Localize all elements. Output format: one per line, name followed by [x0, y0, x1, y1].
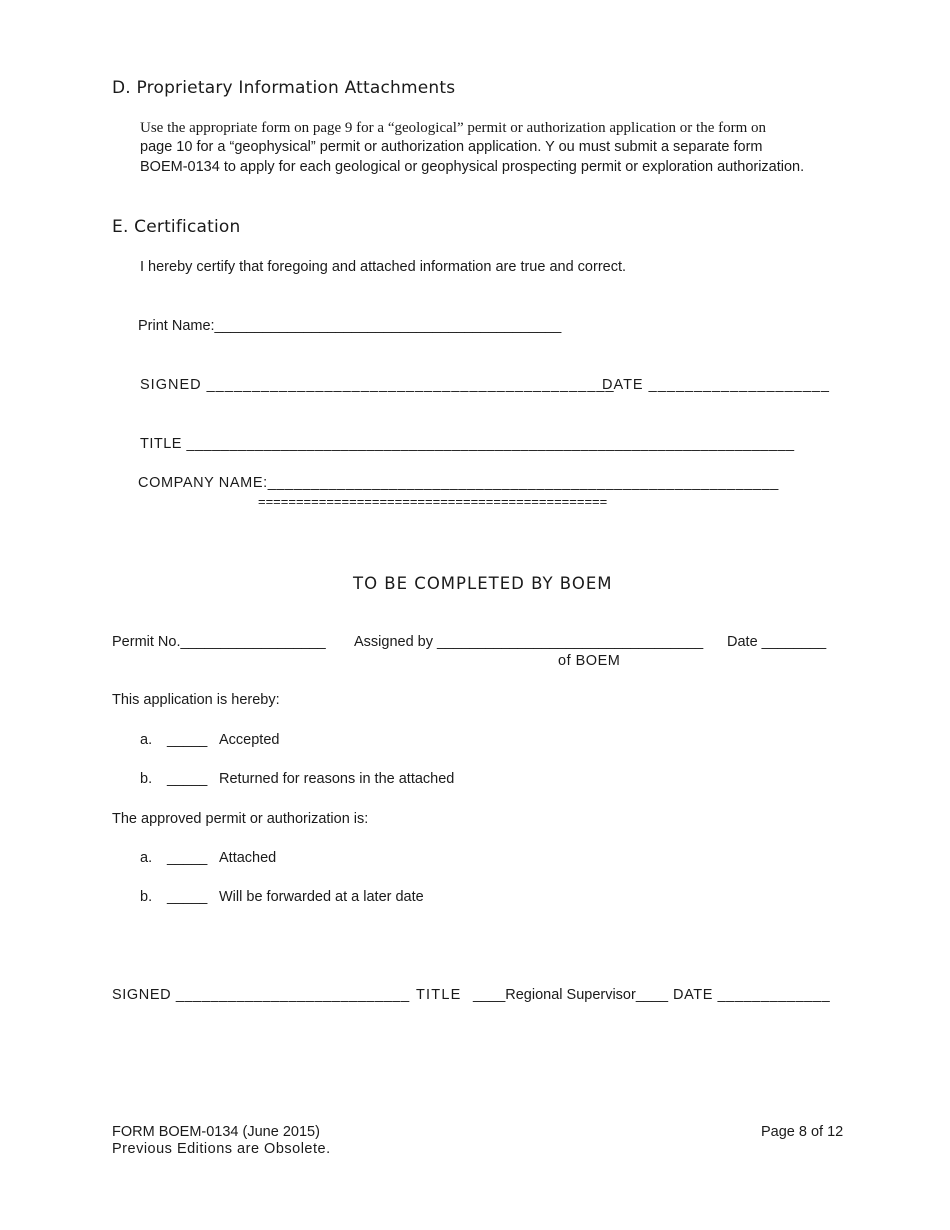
certification-statement: I hereby certify that foregoing and attached information are true and correct. [140, 259, 627, 275]
final-title-value: ____Regional Supervisor____ [473, 987, 669, 1003]
print-name-field[interactable]: Print Name:___________________________________________ [138, 318, 562, 334]
section-d-heading: D. Proprietary Information Attachments [112, 78, 456, 98]
application-option-letter: b. [140, 771, 153, 787]
attached-label: Attached [219, 850, 277, 866]
company-name-field[interactable]: COMPANY NAME:___________________________________________________________ [138, 475, 779, 491]
approved-option-letter: b. [140, 889, 153, 905]
assigned-by-field[interactable]: Assigned by _________________________________ [354, 634, 704, 650]
application-option-letter: a. [140, 732, 153, 748]
boem-date-field[interactable]: Date ________ [727, 634, 827, 650]
returned-blank[interactable]: _____ [167, 771, 208, 787]
obsolete-note: Previous Editions are Obsolete. [112, 1141, 331, 1157]
page-number: Page 8 of 12 [761, 1124, 844, 1140]
of-boem-label: of BOEM [558, 653, 621, 669]
permit-number-field[interactable]: Permit No.__________________ [112, 634, 326, 650]
boem-section-heading: TO BE COMPLETED BY BOEM [353, 574, 613, 593]
section-e-heading: E. Certification [112, 217, 241, 237]
final-title-label: TITLE [416, 987, 462, 1003]
approved-heading: The approved permit or authorization is: [112, 811, 369, 827]
attached-blank[interactable]: _____ [167, 850, 208, 866]
final-date-field[interactable]: DATE _____________ [673, 987, 831, 1003]
section-d-paragraph-line-1: Use the appropriate form on page 9 for a “geological” permit or authorization application or the form on [140, 120, 767, 136]
final-signed-field[interactable]: SIGNED ___________________________ [112, 987, 410, 1003]
forwarded-label: Will be forwarded at a later date [219, 889, 424, 905]
returned-label: Returned for reasons in the attached [219, 771, 455, 787]
title-field[interactable]: TITLE _______________________________________________________________________ [140, 436, 795, 452]
approved-option-letter: a. [140, 850, 153, 866]
forwarded-blank[interactable]: _____ [167, 889, 208, 905]
signed-field[interactable]: SIGNED _____________________________________________ [140, 377, 615, 393]
date-field[interactable]: DATE ____________________ [602, 377, 830, 393]
form-id: FORM BOEM-0134 (June 2015) [112, 1124, 320, 1140]
accepted-label: Accepted [219, 732, 280, 748]
accepted-blank[interactable]: _____ [167, 732, 208, 748]
section-d-paragraph-line-3: BOEM-0134 to apply for each geological or geophysical prospecting permit or exploration authorization. [140, 159, 805, 175]
separator-line: ============================================== [258, 494, 608, 509]
application-heading: This application is hereby: [112, 692, 280, 708]
section-d-paragraph-line-2: page 10 for a “geophysical” permit or authorization application. Y ou must submit a separate form [140, 139, 763, 155]
